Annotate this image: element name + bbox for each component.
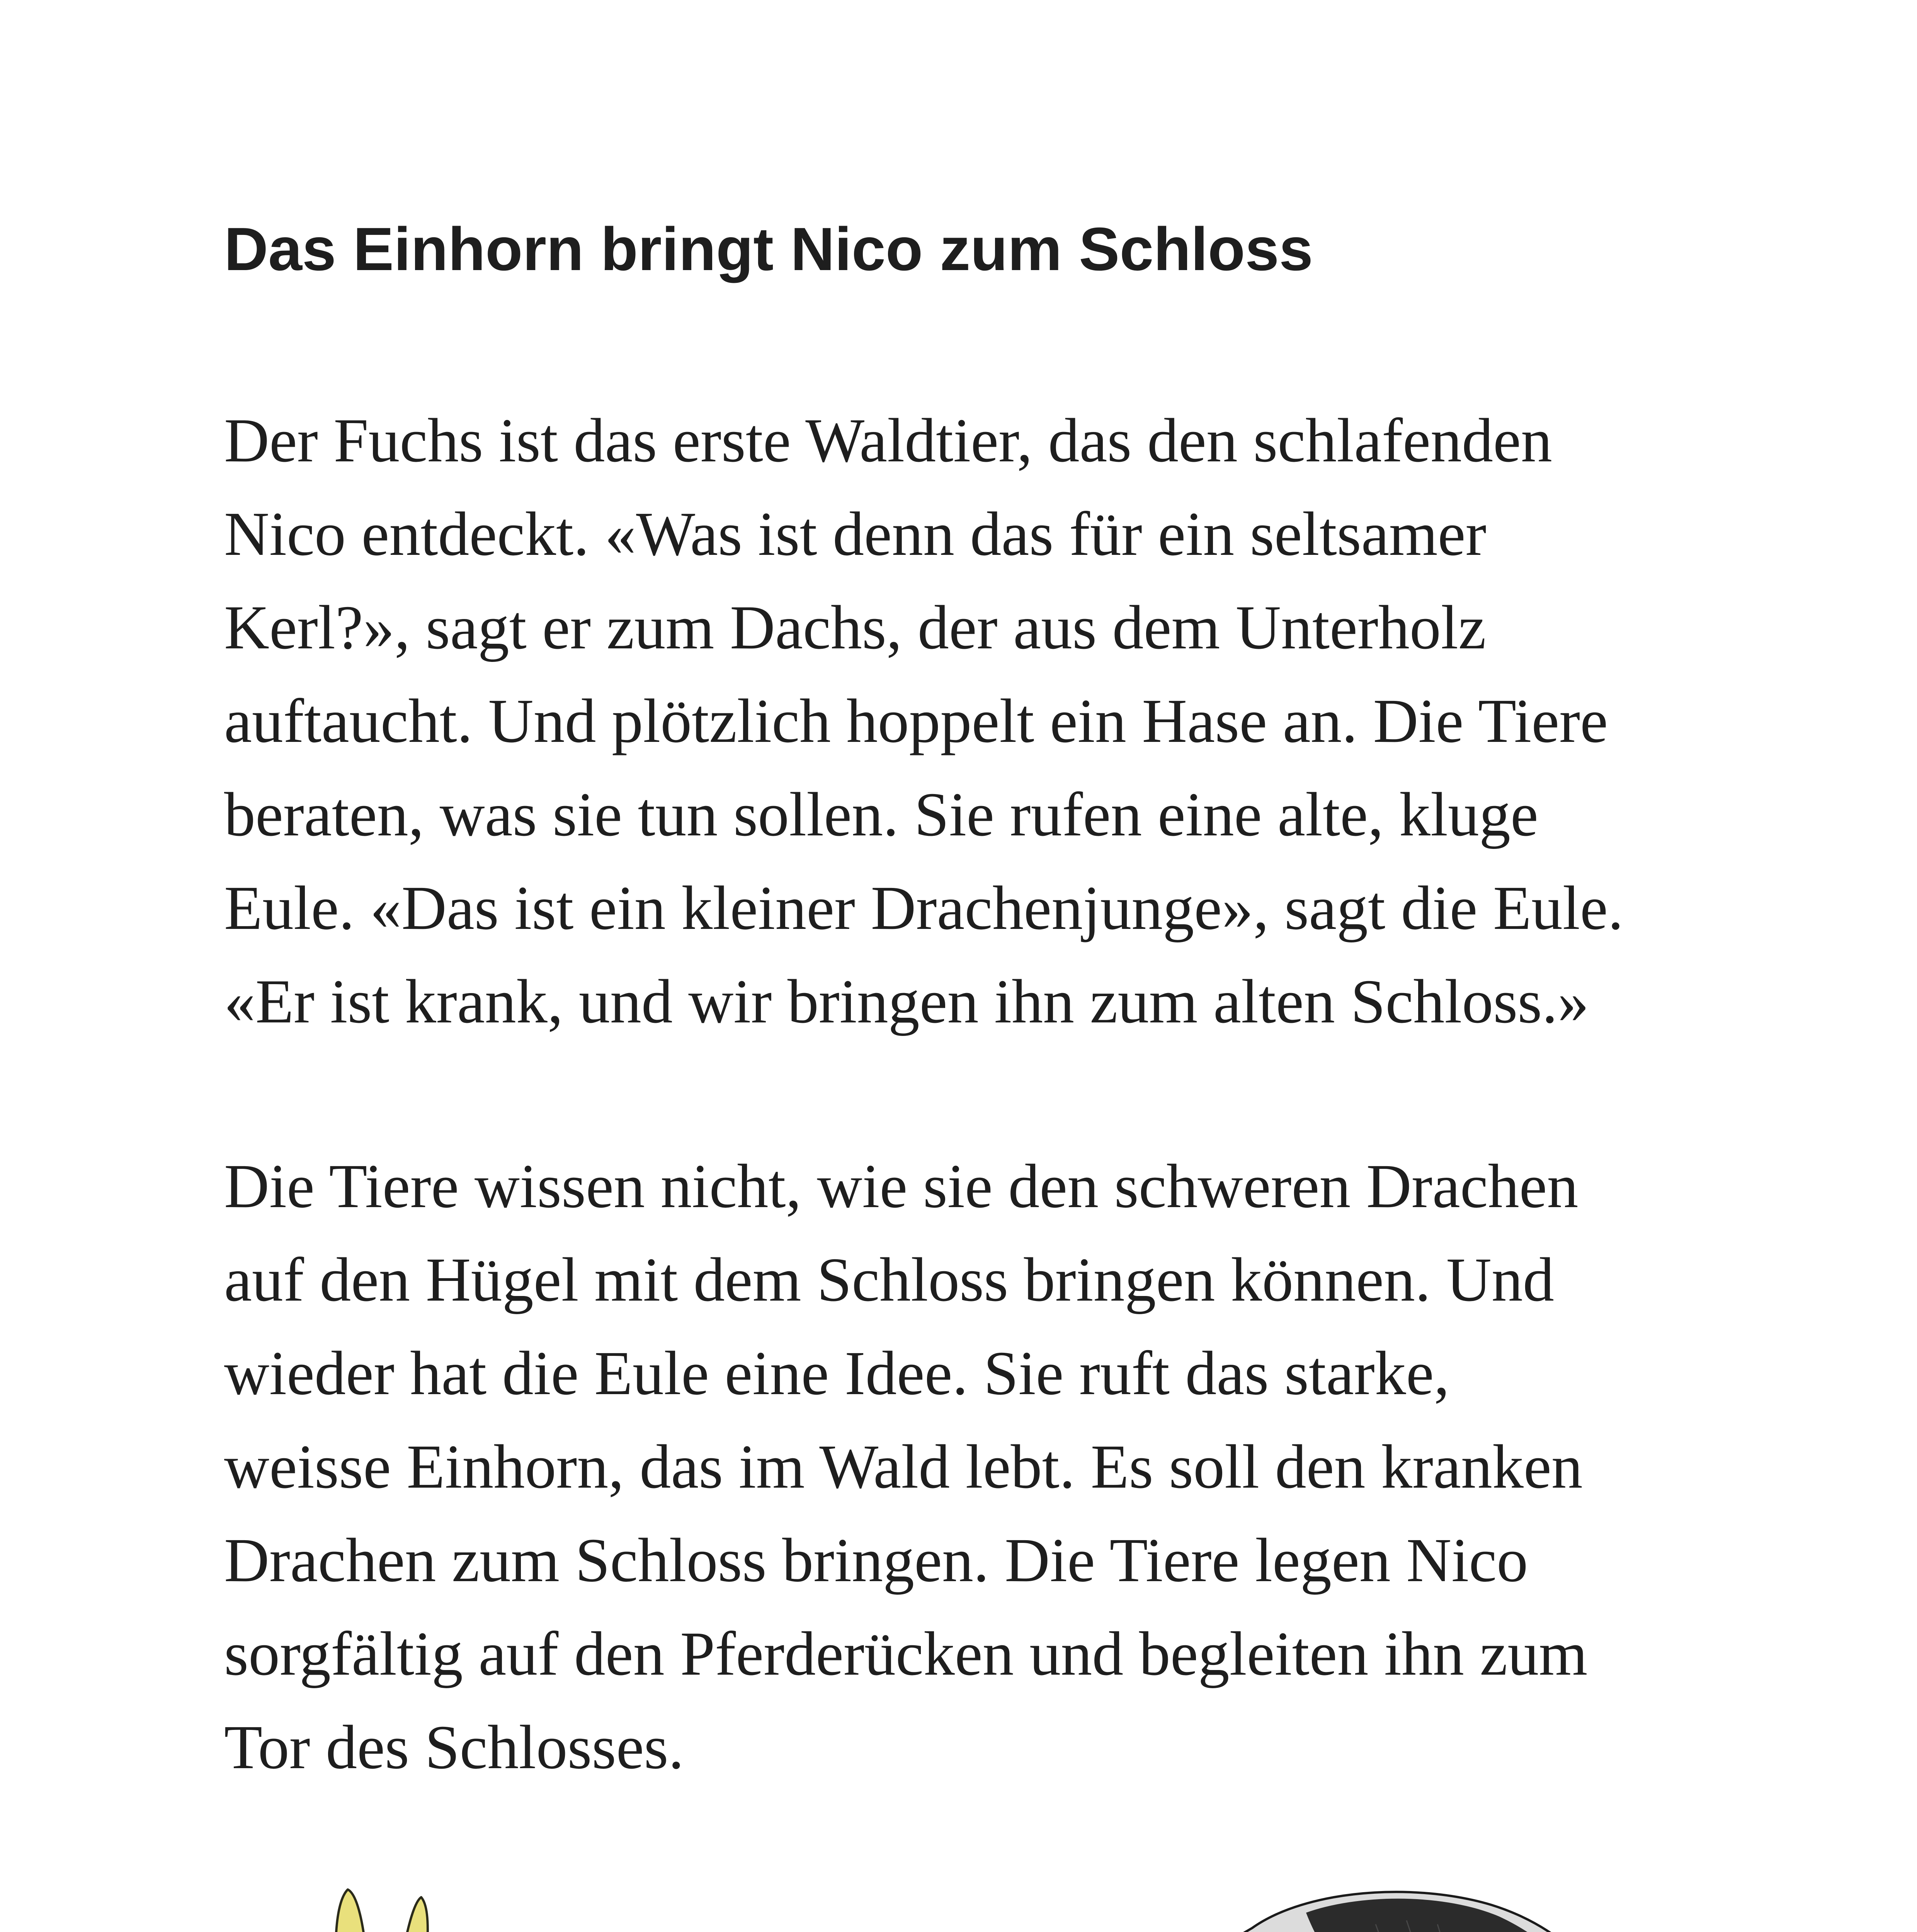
paragraph-line: Tor des Schlosses. [224,1713,684,1782]
paragraph-line: sorgfältig auf den Pferderücken und begleiten ihn zum [224,1619,1588,1689]
paragraph-line: Nico entdeckt. «Was ist denn das für ein seltsamer [224,500,1487,569]
paragraph-line: Drachen zum Schloss bringen. Die Tiere legen Nico [224,1526,1528,1595]
paragraph-2 [224,1140,1587,1794]
page-title: Das Einhorn bringt Nico zum Schloss [224,215,1313,283]
paragraph-line: Eule. «Das ist ein kleiner Drachenjunge», sagt die Eule. [224,874,1624,943]
paragraph-line: Kerl?», sagt er zum Dachs, der aus dem Unterholz [224,593,1486,662]
paragraph-line: Die Tiere wissen nicht, wie sie den schweren Drachen [224,1152,1579,1221]
paragraph-line: Der Fuchs ist das erste Waldtier, das den schlafenden [224,406,1552,475]
badger-illustration [1144,1866,1646,1932]
paragraph-line: auf den Hügel mit dem Schloss bringen können. Und [224,1245,1554,1315]
paragraph-line: wieder hat die Eule eine Idee. Sie ruft das starke, [224,1339,1450,1408]
paragraph-line: auftaucht. Und plötzlich hoppelt ein Hase an. Die Tiere [224,687,1608,756]
paragraph-line: beraten, was sie tun sollen. Sie rufen eine alte, kluge [224,780,1538,849]
paragraph-line: weisse Einhorn, das im Wald lebt. Es soll den kranken [224,1432,1583,1502]
hare-illustration [216,1882,533,1932]
paragraph-line: «Er ist krank, und wir bringen ihn zum alten Schloss.» [224,967,1589,1036]
paragraph-1 [224,394,1623,1049]
